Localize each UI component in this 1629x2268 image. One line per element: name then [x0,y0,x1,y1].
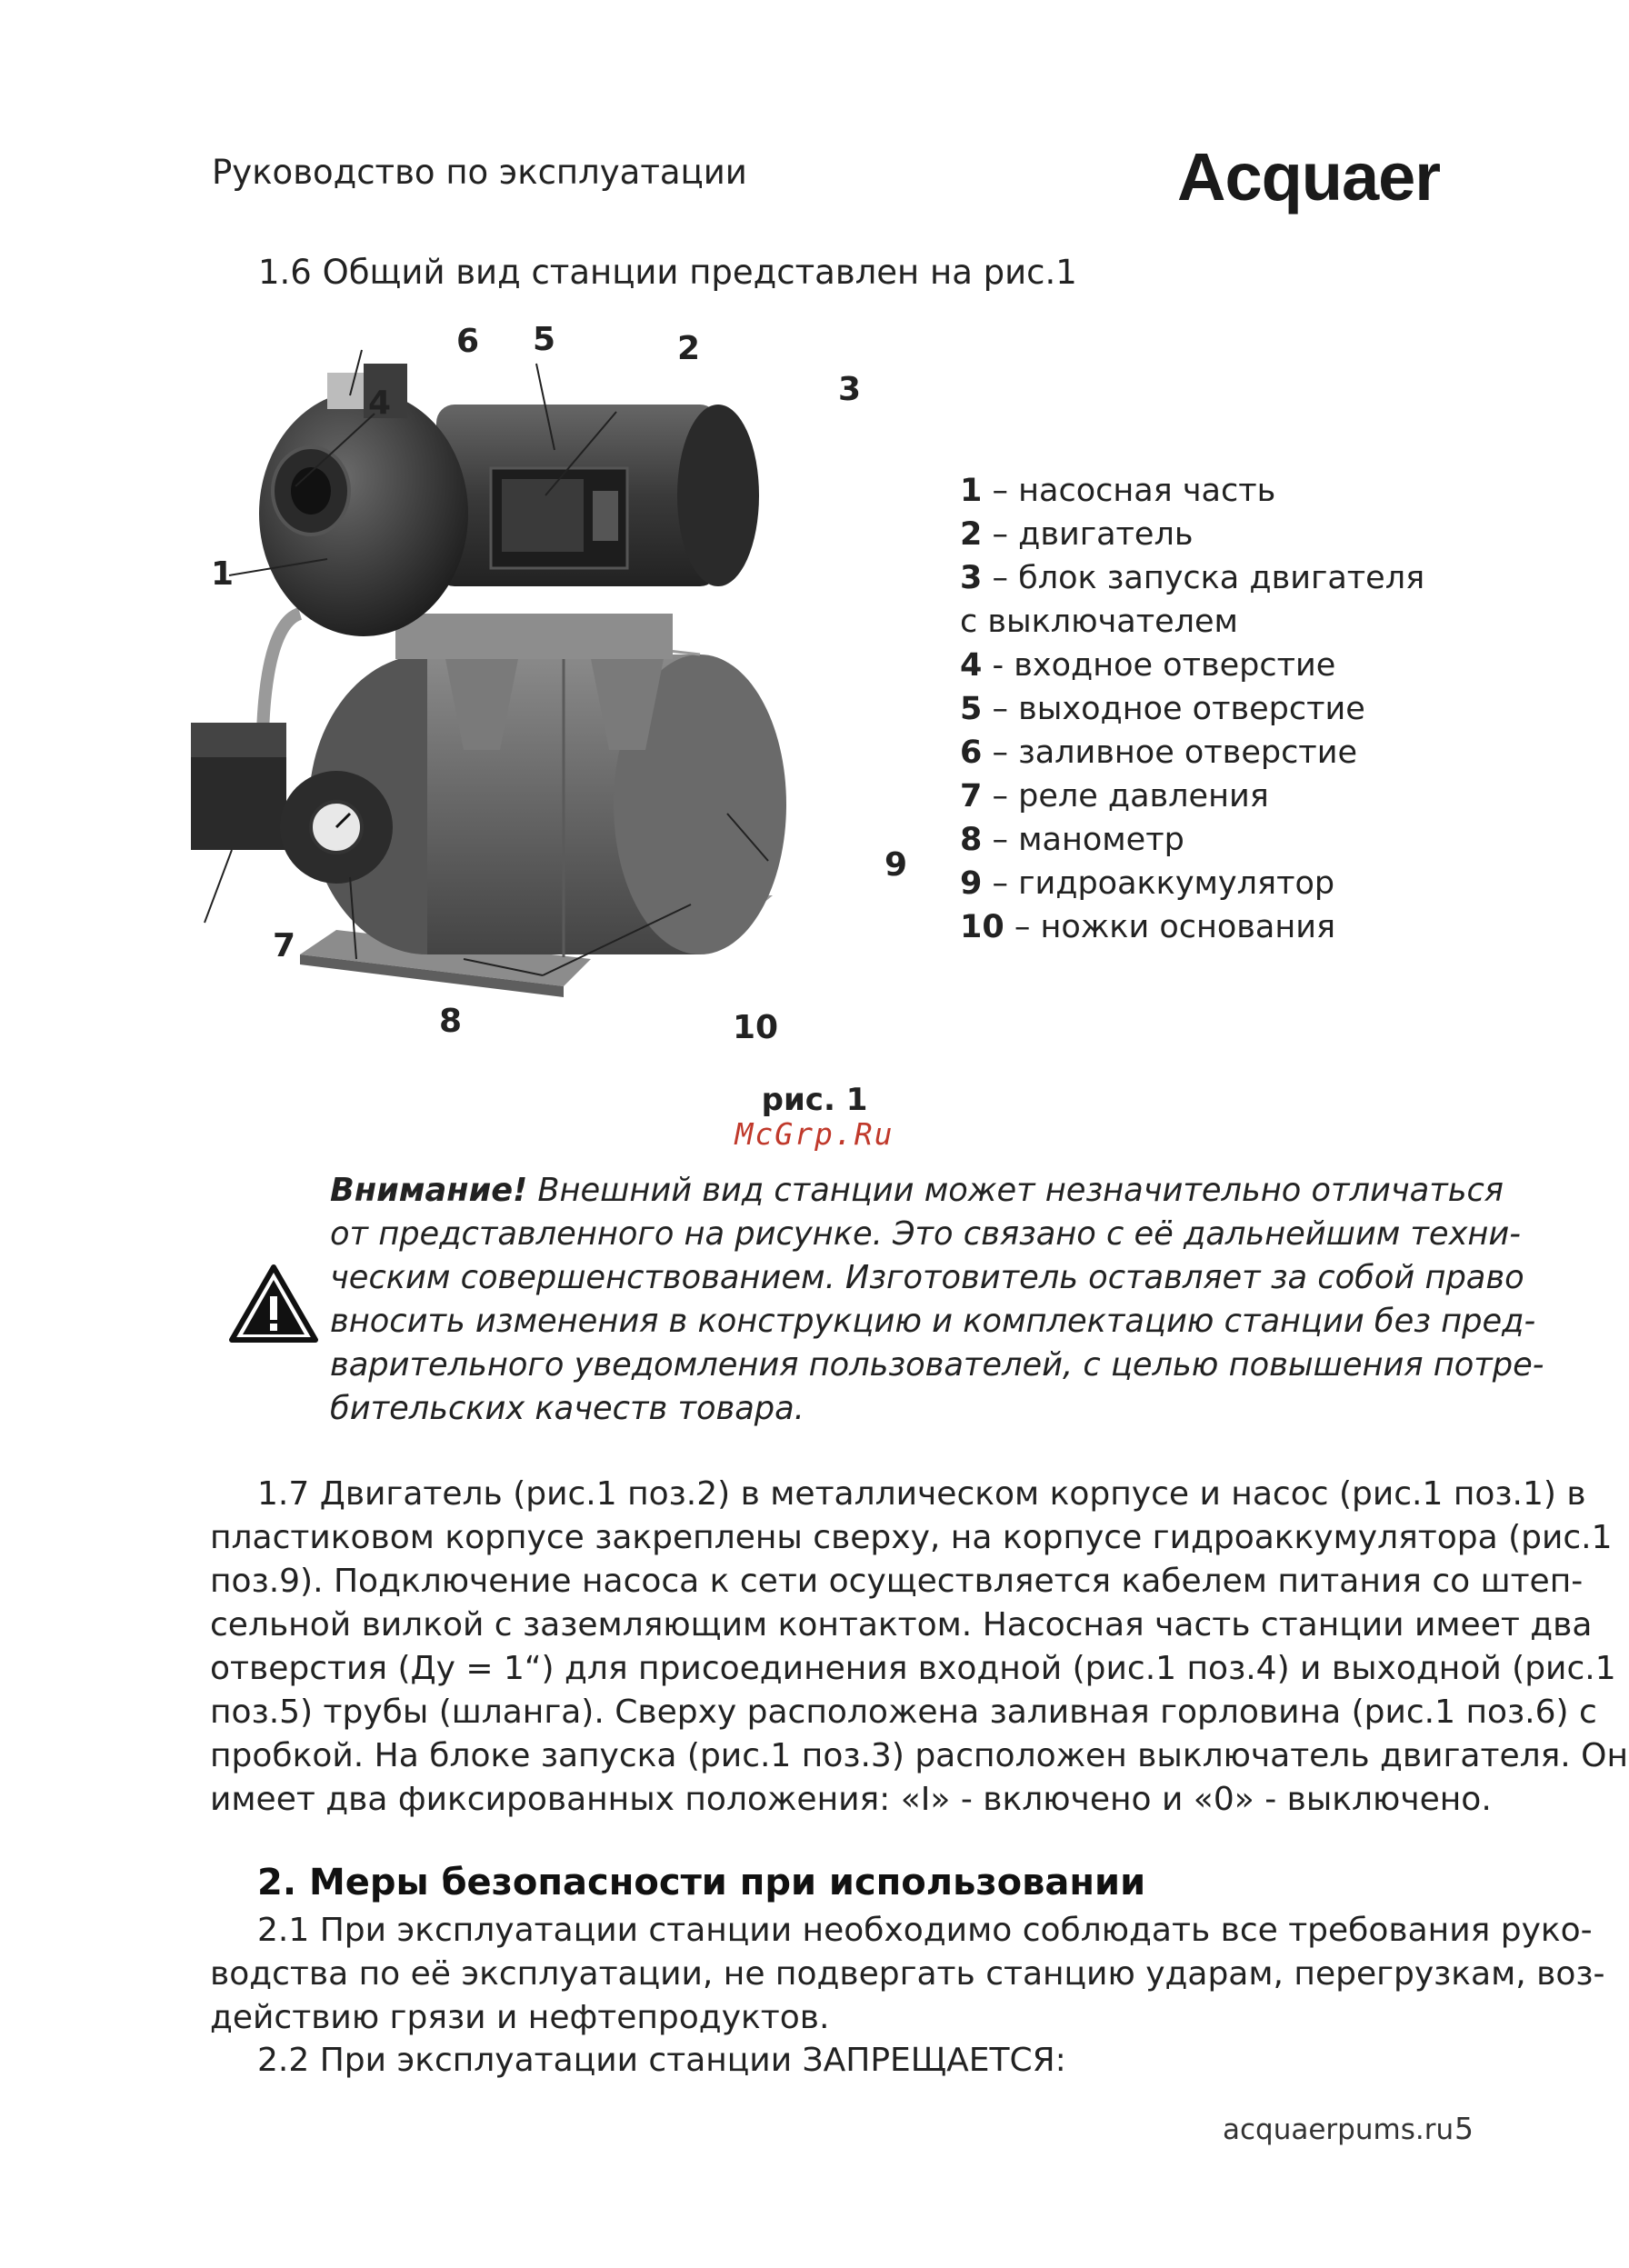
legend-item: 7 – реле давления [960,778,1269,814]
callout-6: 6 [456,323,480,360]
paragraph-line: поз.5) трубы (шланга). Сверху расположена заливная горловина (рис.1 поз.6) с [210,1694,1597,1731]
warning-line: вносить изменения в конструкцию и комплектацию станции без пред- [330,1303,1536,1340]
callout-10: 10 [733,1009,779,1046]
paragraph-line: действию грязи и нефтепродуктов. [210,1999,830,2036]
paragraph-2-1 [210,1909,1605,2040]
warning-notice [330,1169,1544,1431]
callout-7: 7 [273,927,296,964]
warning-line: бительских качеств товара. [330,1390,805,1427]
paragraph-line: пробкой. На блоке запуска (рис.1 поз.3) расположен выключатель двигателя. Он [210,1737,1629,1774]
warning-label: Внимание! [330,1172,528,1209]
header-title: Руководство по эксплуатации [212,153,747,192]
watermark: McGrp.Ru [735,1116,894,1152]
callout-4: 4 [368,385,392,422]
footer-website: acquaerpums.ru [1223,2113,1454,2146]
paragraph-line: пластиковом корпусе закреплены сверху, на корпусе гидроаккумулятора (рис.1 [210,1519,1613,1556]
legend-item: с выключателем [960,604,1238,640]
paragraph-line: 2.1 При эксплуатации станции необходимо соблюдать все требования руко- [257,1912,1593,1949]
pump-station-illustration [211,321,973,1059]
callout-3: 3 [838,371,862,408]
warning-line: ческим совершенствованием. Изготовитель оставляет за собой право [330,1259,1524,1296]
legend-item: 10 – ножки основания [960,909,1336,945]
figure-caption: рис. 1 [761,1082,868,1118]
legend-item: 9 – гидроаккумулятор [960,865,1335,902]
paragraph-line: водства по её эксплуатации, не подвергать станцию ударам, перегрузкам, воз- [210,1955,1605,1993]
brand-logo-text: Acquaer [1177,139,1441,215]
legend-item: 5 – выходное отверстие [960,691,1365,727]
pump-head [259,364,468,636]
callout-8: 8 [439,1003,463,1040]
paragraph-line: отверстия (Ду = 1“) для присоединения входной (рис.1 поз.4) и выходной (рис.1 [210,1650,1616,1687]
paragraph-line: поз.9). Подключение насоса к сети осуществляется кабелем питания со штеп- [210,1563,1584,1600]
paragraph-2-2: 2.2 При эксплуатации станции ЗАПРЕЩАЕТСЯ: [257,2042,1066,2079]
paragraph-line: 1.7 Двигатель (рис.1 поз.2) в металлическом корпусе и насос (рис.1 поз.1) в [257,1475,1586,1513]
section-intro: 1.6 Общий вид станции представлен на рис.1 [258,253,1077,292]
pressure-gauge [280,771,393,884]
pressure-relay [191,723,286,850]
motor [436,405,759,586]
paragraph-1-7 [210,1473,1629,1822]
callout-2: 2 [677,330,701,367]
paragraph-line: имеет два фиксированных положения: «I» - включено и «0» - выключено. [210,1781,1492,1818]
legend-item: 3 – блок запуска двигателя [960,560,1425,596]
warning-line: от представленного на рисунке. Это связано с её дальнейшим техни- [330,1215,1521,1253]
figure-legend [960,469,1424,949]
legend-item: 2 – двигатель [960,516,1194,553]
pump-station-figure [211,321,973,1059]
callout-9: 9 [884,846,908,884]
page-number: 5 [1454,2111,1474,2146]
warning-icon [229,1264,318,1344]
brand-logo [1177,138,1440,215]
legend-item: 8 – манометр [960,822,1184,858]
paragraph-line: сельной вилкой с заземляющим контактом. Насосная часть станции имеет два [210,1606,1593,1644]
callout-1: 1 [211,555,235,593]
legend-item: 1 – насосная часть [960,473,1276,509]
callout-5: 5 [533,321,556,358]
legend-item: 6 – заливное отверстие [960,734,1357,771]
section-heading: 2. Меры безопасности при использовании [257,1862,1146,1903]
warning-line: варительного уведомления пользователей, с целью повышения потре- [330,1346,1544,1384]
legend-item: 4 - входное отверстие [960,647,1336,684]
warning-line: Внимание! Внешний вид станции может незначительно отличаться [330,1172,1504,1209]
